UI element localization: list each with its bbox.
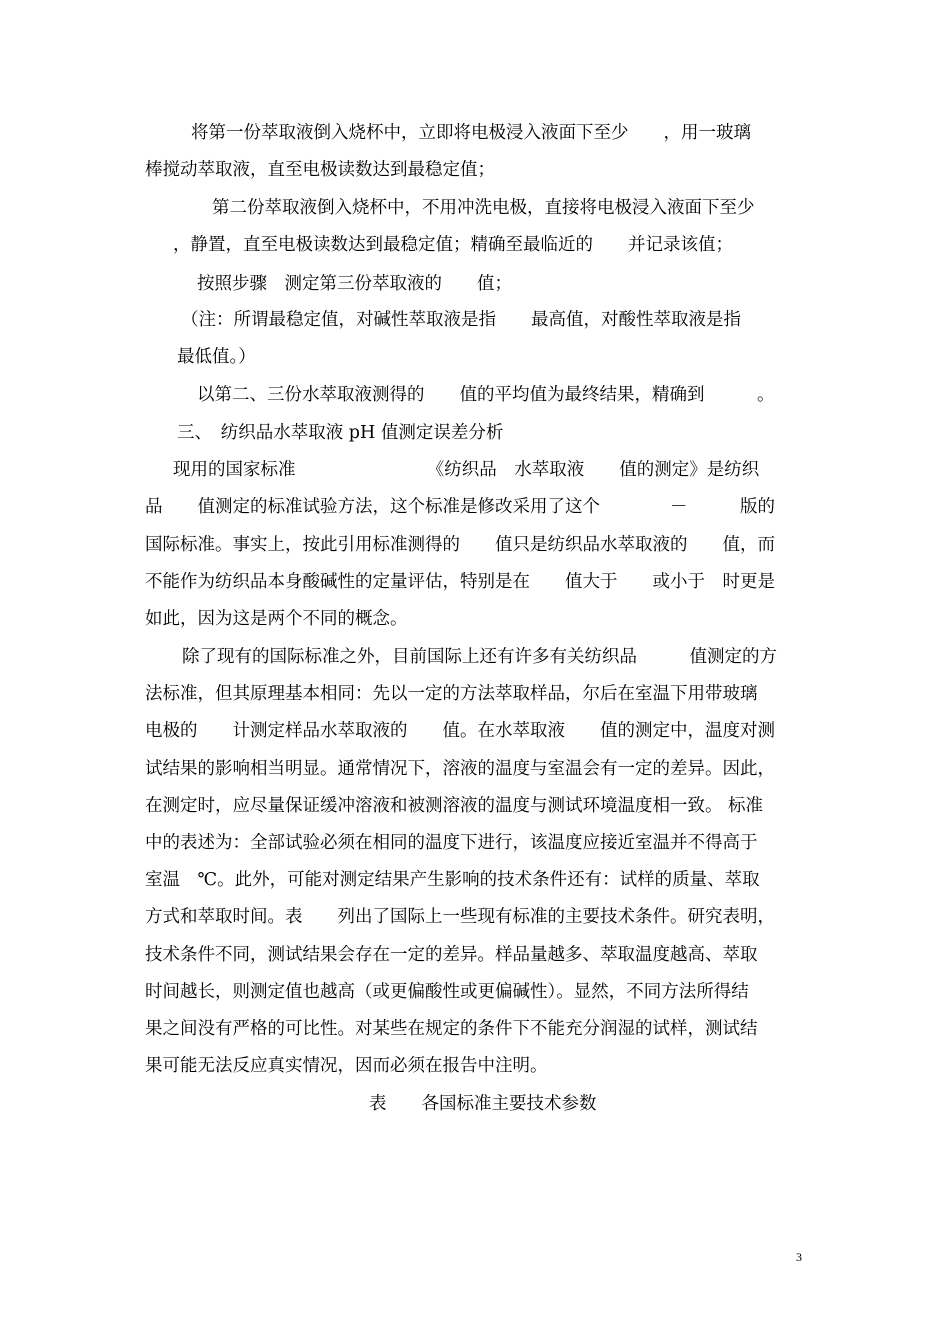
text-line: 电极的 计测定样品水萃取液的 值。在水萃取液 值的测定中，温度对测 [145,721,775,741]
text-line: 除了现有的国际标准之外，目前国际上还有许多有关纺织品 值测定的方 [182,647,777,667]
text-line: 品 值测定的标准试验方法，这个标准是修改采用了这个 － 版的 [145,497,775,517]
text-line: 第二份萃取液倒入烧杯中，不用冲洗电极，直接将电极浸入液面下至少 [212,198,755,218]
text-line: 如此，因为这是两个不同的概念。 [145,609,408,629]
text-line: 时间越长，则测定值也越高（或更偏酸性或更偏碱性）。显然，不同方法所得结 [145,982,749,1002]
text-line: （注：所谓最稳定值，对碱性萃取液是指 最高值，对酸性萃取液是指 [181,310,741,330]
text-line: 将第一份萃取液倒入烧杯中，立即将电极浸入液面下至少 ，用一玻璃 [191,123,751,143]
text-line: 最低值。） [177,347,256,367]
text-line: 技术条件不同，测试结果会存在一定的差异。样品量越多、萃取温度越高、萃取 [145,945,758,965]
text-line: 方式和萃取时间。表 列出了国际上一些现有标准的主要技术条件。研究表明， [145,907,775,927]
text-line: 按照步骤 测定第三份萃取液的 值； [197,274,512,294]
text-line: 室温 ℃。此外，可能对测定结果产生影响的技术条件还有：试样的质量、萃取 [145,870,760,890]
text-line: 棒搅动萃取液，直至电极读数达到最稳定值； [145,160,495,180]
text-line: 中的表述为：全部试验必须在相同的温度下进行，该温度应接近室温并不得高于 [145,833,758,853]
text-line: 果可能无法反应真实情况，因而必须在报告中注明。 [145,1056,548,1076]
page-number: 3 [796,1250,802,1264]
text-line: 在测定时，应尽量保证缓冲溶液和被测溶液的温度与测试环境温度相一致。 标准 [145,796,764,816]
text-line: 试结果的影响相当明显。通常情况下，溶液的温度与室温会有一定的差异。因此， [145,759,775,779]
text-line: 法标准，但其原理基本相同：先以一定的方法萃取样品，尔后在室温下用带玻璃 [145,684,758,704]
section-heading: 三、 纺织品水萃取液 pH 值测定误差分析 [177,423,504,443]
text-line: 国际标准。事实上，按此引用标准测得的 值只是纺织品水萃取液的 值，而 [145,535,775,555]
text-line: 果之间没有严格的可比性。对某些在规定的条件下不能充分润湿的试样，测试结 [145,1019,758,1039]
text-line: 以第二、三份水萃取液测得的 值的平均值为最终结果，精确到 。 [197,385,775,405]
text-line: 现用的国家标准 《纺织品 水萃取液 值的测定》是纺织 [173,460,760,480]
text-line: 不能作为纺织品本身酸碱性的定量评估，特别是在 值大于 或小于 时更是 [145,572,775,592]
text-line: ，静置，直至电极读数达到最稳定值；精确至最临近的 并记录该值； [173,235,733,255]
table-caption: 表 各国标准主要技术参数 [369,1094,597,1114]
